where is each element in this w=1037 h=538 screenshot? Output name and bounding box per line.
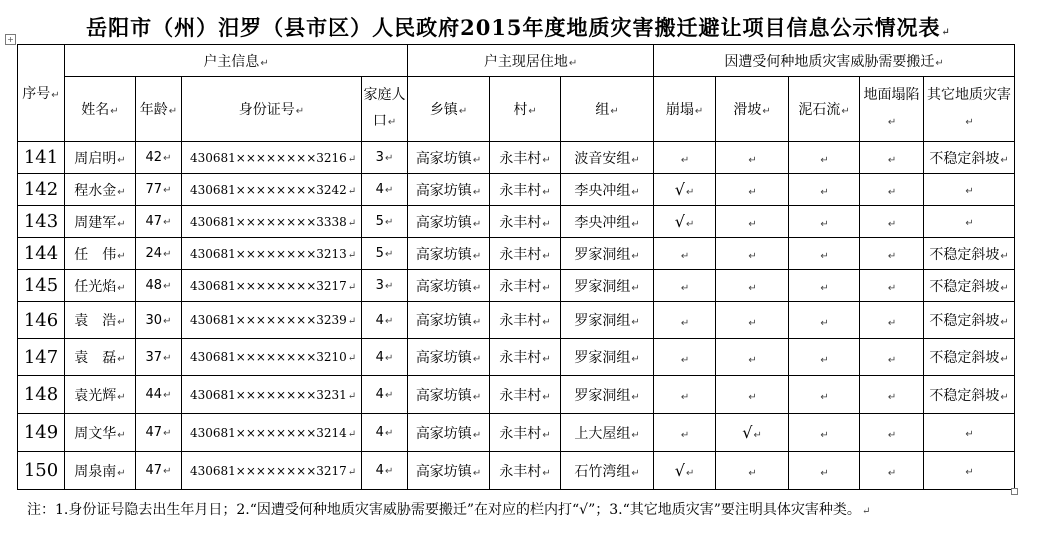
landslide-cell: ↵ xyxy=(716,339,789,376)
name-cell: 任光焰↵ xyxy=(65,270,136,302)
family-size-cell: 5↵ xyxy=(362,206,408,238)
table-move-handle-icon[interactable]: + xyxy=(5,34,16,45)
team-cell: 石竹湾组↵ xyxy=(561,452,654,490)
family-size-cell: 4↵ xyxy=(362,452,408,490)
id-number-cell: 430681××××××××3242↵ xyxy=(182,174,362,206)
id-number-cell: 430681××××××××3217↵ xyxy=(182,452,362,490)
team-cell: 罗家洞组↵ xyxy=(561,302,654,339)
relocation-table xyxy=(17,44,1015,490)
village-cell: 永丰村↵ xyxy=(490,376,561,414)
town-cell: 高家坊镇↵ xyxy=(408,414,490,452)
landslide-cell: ↵ xyxy=(716,238,789,270)
id-number-cell: 430681××××××××3216↵ xyxy=(182,142,362,174)
team-cell: 罗家洞组↵ xyxy=(561,339,654,376)
family-size-cell: 4↵ xyxy=(362,302,408,339)
seq-cell: 149 xyxy=(18,414,65,452)
other-hazard-cell: 不稳定斜坡↵ xyxy=(924,339,1015,376)
town-cell: 高家坊镇↵ xyxy=(408,206,490,238)
other-hazard-cell: 不稳定斜坡↵ xyxy=(924,302,1015,339)
town-cell: 高家坊镇↵ xyxy=(408,452,490,490)
name-cell: 周泉南↵ xyxy=(65,452,136,490)
age-cell: 30↵ xyxy=(136,302,182,339)
collapse-cell: ↵ xyxy=(654,238,716,270)
collapse-cell: ↵ xyxy=(654,339,716,376)
collapse-cell: √↵ xyxy=(654,174,716,206)
collapse-cell: ↵ xyxy=(654,414,716,452)
debris-flow-cell: ↵ xyxy=(789,174,860,206)
debris-flow-cell: ↵ xyxy=(789,270,860,302)
header-residence: 户主现居住地↵ xyxy=(408,45,654,77)
seq-cell: 150 xyxy=(18,452,65,490)
debris-flow-cell: ↵ xyxy=(789,302,860,339)
debris-flow-cell: ↵ xyxy=(789,206,860,238)
landslide-cell: ↵ xyxy=(716,270,789,302)
team-cell: 李央冲组↵ xyxy=(561,206,654,238)
village-cell: 永丰村↵ xyxy=(490,302,561,339)
header-other-hazard: 其它地质灾害↵ xyxy=(924,77,1015,142)
village-cell: 永丰村↵ xyxy=(490,142,561,174)
other-hazard-cell: 不稳定斜坡↵ xyxy=(924,270,1015,302)
town-cell: 高家坊镇↵ xyxy=(408,270,490,302)
collapse-cell: ↵ xyxy=(654,302,716,339)
seq-cell: 147 xyxy=(18,339,65,376)
debris-flow-cell: ↵ xyxy=(789,414,860,452)
header-age: 年龄↵ xyxy=(136,77,182,142)
id-number-cell: 430681××××××××3217↵ xyxy=(182,270,362,302)
id-number-cell: 430681××××××××3239↵ xyxy=(182,302,362,339)
table-resize-handle[interactable] xyxy=(1011,488,1018,495)
header-subsidence: 地面塌陷↵ xyxy=(860,77,924,142)
landslide-cell: √↵ xyxy=(716,414,789,452)
age-cell: 48↵ xyxy=(136,270,182,302)
subsidence-cell: ↵ xyxy=(860,414,924,452)
seq-cell: 148 xyxy=(18,376,65,414)
village-cell: 永丰村↵ xyxy=(490,339,561,376)
table-row xyxy=(18,302,1015,339)
table-row xyxy=(18,414,1015,452)
family-size-cell: 3↵ xyxy=(362,142,408,174)
header-team: 组↵ xyxy=(561,77,654,142)
collapse-cell: ↵ xyxy=(654,376,716,414)
team-cell: 罗家洞组↵ xyxy=(561,238,654,270)
seq-cell: 144 xyxy=(18,238,65,270)
header-family-size: 家庭人口↵ xyxy=(362,77,408,142)
subsidence-cell: ↵ xyxy=(860,238,924,270)
header-id-number: 身份证号↵ xyxy=(182,77,362,142)
header-debris-flow: 泥石流↵ xyxy=(789,77,860,142)
name-cell: 周建军↵ xyxy=(65,206,136,238)
debris-flow-cell: ↵ xyxy=(789,452,860,490)
subsidence-cell: ↵ xyxy=(860,174,924,206)
debris-flow-cell: ↵ xyxy=(789,142,860,174)
team-cell: 波音安组↵ xyxy=(561,142,654,174)
header-hazard-type: 因遭受何种地质灾害威胁需要搬迁↵ xyxy=(654,45,1015,77)
table-row xyxy=(18,270,1015,302)
table-row xyxy=(18,238,1015,270)
header-landslide: 滑坡↵ xyxy=(716,77,789,142)
other-hazard-cell: 不稳定斜坡↵ xyxy=(924,376,1015,414)
header-town: 乡镇↵ xyxy=(408,77,490,142)
header-seq: 序号↵ xyxy=(18,45,65,142)
other-hazard-cell: 不稳定斜坡↵ xyxy=(924,142,1015,174)
header-row-group xyxy=(18,45,1015,77)
seq-cell: 142 xyxy=(18,174,65,206)
family-size-cell: 4↵ xyxy=(362,339,408,376)
age-cell: 44↵ xyxy=(136,376,182,414)
table-row xyxy=(18,452,1015,490)
header-owner-info: 户主信息↵ xyxy=(65,45,408,77)
other-hazard-cell: ↵ xyxy=(924,174,1015,206)
town-cell: 高家坊镇↵ xyxy=(408,339,490,376)
header-name: 姓名↵ xyxy=(65,77,136,142)
village-cell: 永丰村↵ xyxy=(490,174,561,206)
collapse-cell: √↵ xyxy=(654,452,716,490)
name-cell: 袁 磊↵ xyxy=(65,339,136,376)
village-cell: 永丰村↵ xyxy=(490,206,561,238)
debris-flow-cell: ↵ xyxy=(789,339,860,376)
collapse-cell: √↵ xyxy=(654,206,716,238)
age-cell: 24↵ xyxy=(136,238,182,270)
seq-cell: 145 xyxy=(18,270,65,302)
debris-flow-cell: ↵ xyxy=(789,238,860,270)
header-village: 村↵ xyxy=(490,77,561,142)
table-row xyxy=(18,339,1015,376)
debris-flow-cell: ↵ xyxy=(789,376,860,414)
collapse-cell: ↵ xyxy=(654,142,716,174)
landslide-cell: ↵ xyxy=(716,376,789,414)
id-number-cell: 430681××××××××3231↵ xyxy=(182,376,362,414)
team-cell: 罗家洞组↵ xyxy=(561,376,654,414)
header-row-columns xyxy=(18,77,1015,142)
table-row xyxy=(18,376,1015,414)
family-size-cell: 4↵ xyxy=(362,414,408,452)
town-cell: 高家坊镇↵ xyxy=(408,302,490,339)
id-number-cell: 430681××××××××3210↵ xyxy=(182,339,362,376)
name-cell: 任 伟↵ xyxy=(65,238,136,270)
table-row xyxy=(18,206,1015,238)
landslide-cell: ↵ xyxy=(716,174,789,206)
team-cell: 上大屋组↵ xyxy=(561,414,654,452)
family-size-cell: 5↵ xyxy=(362,238,408,270)
subsidence-cell: ↵ xyxy=(860,206,924,238)
family-size-cell: 4↵ xyxy=(362,376,408,414)
id-number-cell: 430681××××××××3214↵ xyxy=(182,414,362,452)
age-cell: 47↵ xyxy=(136,206,182,238)
name-cell: 袁 浩↵ xyxy=(65,302,136,339)
village-cell: 永丰村↵ xyxy=(490,238,561,270)
other-hazard-cell: ↵ xyxy=(924,414,1015,452)
header-collapse: 崩塌↵ xyxy=(654,77,716,142)
name-cell: 周文华↵ xyxy=(65,414,136,452)
subsidence-cell: ↵ xyxy=(860,270,924,302)
landslide-cell: ↵ xyxy=(716,452,789,490)
family-size-cell: 3↵ xyxy=(362,270,408,302)
document-title: 岳阳市（州）汨罗（县市区）人民政府2015年度地质灾害搬迁避让项目信息公示情况表↵ xyxy=(86,15,951,40)
age-cell: 47↵ xyxy=(136,452,182,490)
subsidence-cell: ↵ xyxy=(860,376,924,414)
subsidence-cell: ↵ xyxy=(860,142,924,174)
landslide-cell: ↵ xyxy=(716,142,789,174)
landslide-cell: ↵ xyxy=(716,302,789,339)
village-cell: 永丰村↵ xyxy=(490,270,561,302)
subsidence-cell: ↵ xyxy=(860,302,924,339)
village-cell: 永丰村↵ xyxy=(490,414,561,452)
landslide-cell: ↵ xyxy=(716,206,789,238)
age-cell: 42↵ xyxy=(136,142,182,174)
table-row xyxy=(18,174,1015,206)
name-cell: 袁光辉↵ xyxy=(65,376,136,414)
id-number-cell: 430681××××××××3338↵ xyxy=(182,206,362,238)
other-hazard-cell: 不稳定斜坡↵ xyxy=(924,238,1015,270)
name-cell: 程水金↵ xyxy=(65,174,136,206)
town-cell: 高家坊镇↵ xyxy=(408,142,490,174)
id-number-cell: 430681××××××××3213↵ xyxy=(182,238,362,270)
team-cell: 李央冲组↵ xyxy=(561,174,654,206)
table-row xyxy=(18,142,1015,174)
other-hazard-cell: ↵ xyxy=(924,206,1015,238)
seq-cell: 141 xyxy=(18,142,65,174)
team-cell: 罗家洞组↵ xyxy=(561,270,654,302)
village-cell: 永丰村↵ xyxy=(490,452,561,490)
family-size-cell: 4↵ xyxy=(362,174,408,206)
town-cell: 高家坊镇↵ xyxy=(408,238,490,270)
footnote: 注：1.身份证号隐去出生年月日；2.“因遭受何种地质灾害威胁需要搬迁”在对应的栏内打“√”；3.“其它地质灾害”要注明具体灾害种类。↵ xyxy=(27,502,871,518)
seq-cell: 146 xyxy=(18,302,65,339)
subsidence-cell: ↵ xyxy=(860,452,924,490)
subsidence-cell: ↵ xyxy=(860,339,924,376)
other-hazard-cell: ↵ xyxy=(924,452,1015,490)
age-cell: 77↵ xyxy=(136,174,182,206)
town-cell: 高家坊镇↵ xyxy=(408,376,490,414)
seq-cell: 143 xyxy=(18,206,65,238)
town-cell: 高家坊镇↵ xyxy=(408,174,490,206)
collapse-cell: ↵ xyxy=(654,270,716,302)
name-cell: 周启明↵ xyxy=(65,142,136,174)
age-cell: 37↵ xyxy=(136,339,182,376)
age-cell: 47↵ xyxy=(136,414,182,452)
